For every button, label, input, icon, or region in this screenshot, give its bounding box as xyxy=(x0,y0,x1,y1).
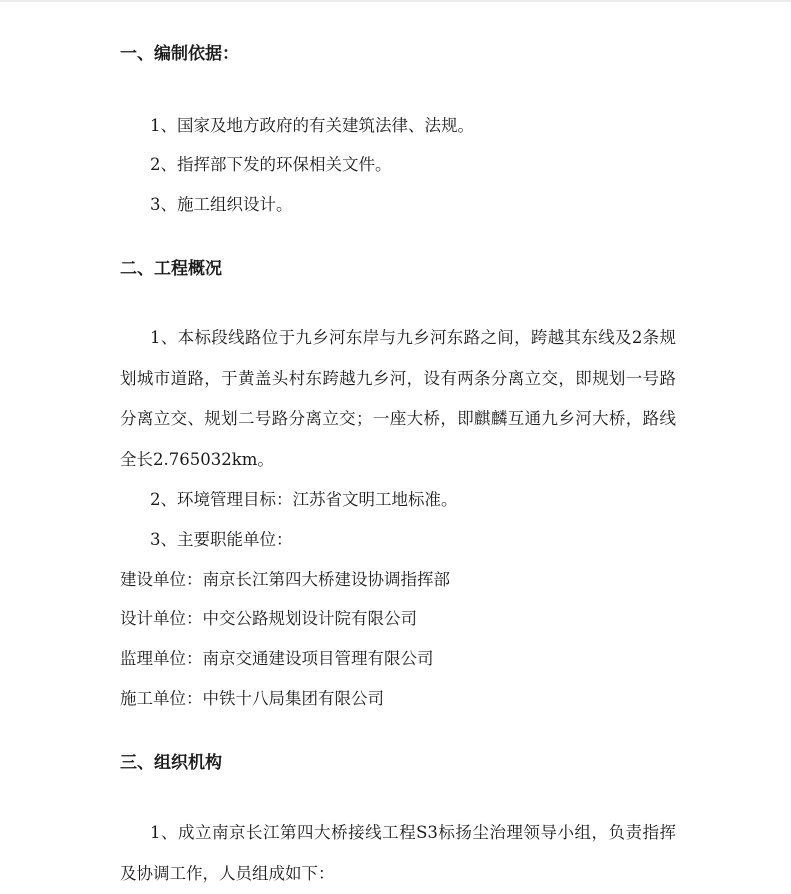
section-1-heading: 一、编制依据： xyxy=(120,44,239,64)
section-1-item-3: 3、施工组织设计。 xyxy=(150,195,293,214)
contractor-unit: 施工单位：中铁十八局集团有限公司 xyxy=(120,689,384,708)
section-3-heading: 三、组织机构 xyxy=(120,753,222,773)
page-top-border xyxy=(0,0,791,2)
section-1-item-2: 2、指挥部下发的环保相关文件。 xyxy=(150,155,392,174)
construction-unit: 建设单位：南京长江第四大桥建设协调指挥部 xyxy=(120,570,450,589)
section-2-item-3: 3、主要职能单位： xyxy=(150,530,293,549)
section-2-paragraph-1: 1、本标段线路位于九乡河东岸与九乡河东路之间，跨越其东线及2条规划城市道路，于黄盖头村东跨越九乡河，设有两条分离立交，即规划一号路分离立交、规划二号路分离立交；一座大桥，即麒麟互通九乡河大桥，路线全长2.765032km。 xyxy=(120,328,676,469)
design-unit: 设计单位：中交公路规划设计院有限公司 xyxy=(120,609,417,628)
section-3-paragraph-1: 1、成立南京长江第四大桥接线工程S3标扬尘治理领导小组，负责指挥及协调工作，人员组成如下： xyxy=(120,823,676,883)
section-2-item-2: 2、环境管理目标：江苏省文明工地标准。 xyxy=(150,490,458,509)
section-1-item-1: 1、国家及地方政府的有关建筑法律、法规。 xyxy=(150,116,474,135)
section-2-heading: 二、工程概况 xyxy=(120,259,222,279)
supervision-unit: 监理单位：南京交通建设项目管理有限公司 xyxy=(120,649,434,668)
